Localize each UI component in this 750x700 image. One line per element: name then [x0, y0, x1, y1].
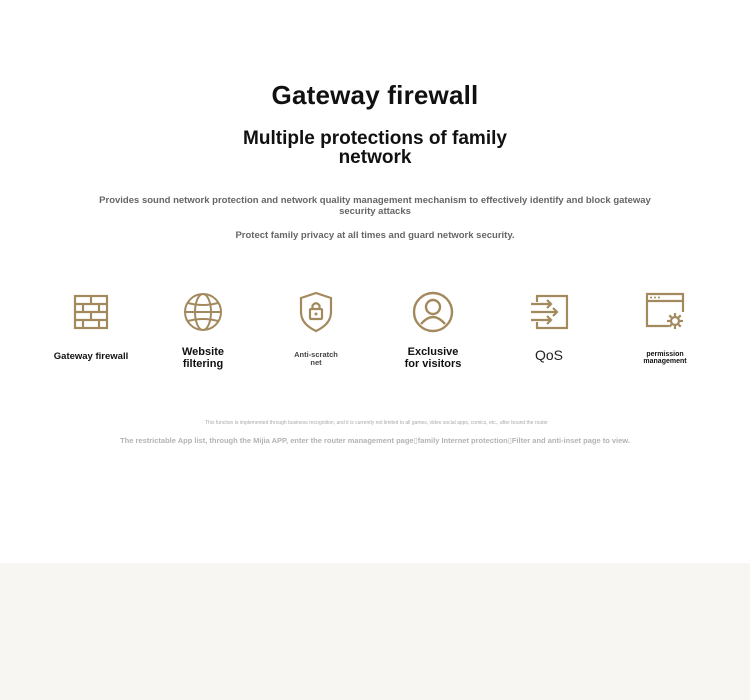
window-gear-icon	[643, 290, 687, 334]
bottom-band	[0, 563, 750, 700]
description-secondary: Protect family privacy at all times and guard network security.	[235, 230, 515, 241]
globe-icon	[181, 290, 225, 334]
feature-exclusive-for-visitors	[375, 290, 491, 370]
feature-label: Anti-scratch net	[294, 350, 338, 367]
user-icon	[411, 290, 455, 334]
feature-gateway-firewall	[33, 290, 149, 362]
page-subtitle: Multiple protections of family network	[243, 128, 507, 168]
description: Provides sound network protection and network quality management mechanism to effectively identify and block gateway security attacks	[99, 195, 651, 217]
page-title: Gateway firewall	[271, 80, 479, 110]
feature-label: Website filtering	[182, 346, 224, 370]
shield-lock-icon	[294, 290, 338, 334]
brick-wall-icon	[69, 290, 113, 334]
feature-permission-management	[607, 290, 723, 366]
feature-label: Exclusive for visitors	[404, 346, 462, 370]
footnote: The restrictable App list, through the Mijia APP, enter the router management page▯family Internet protection▯Filter and anti-inset page to view.	[120, 436, 630, 445]
feature-website-filtering	[145, 290, 261, 370]
feature-label: permission management	[643, 351, 687, 366]
feature-label: Gateway firewall	[53, 351, 129, 362]
feature-anti-scratch-net	[258, 290, 374, 367]
feature-qos	[491, 290, 607, 363]
qos-arrows-icon	[527, 290, 571, 334]
footnote-small: · This function is implemented through business recognition, and it is currently not limited to all games, video social apps, comics, etc., after bound the router	[202, 420, 548, 426]
feature-label: QoS	[534, 347, 563, 363]
